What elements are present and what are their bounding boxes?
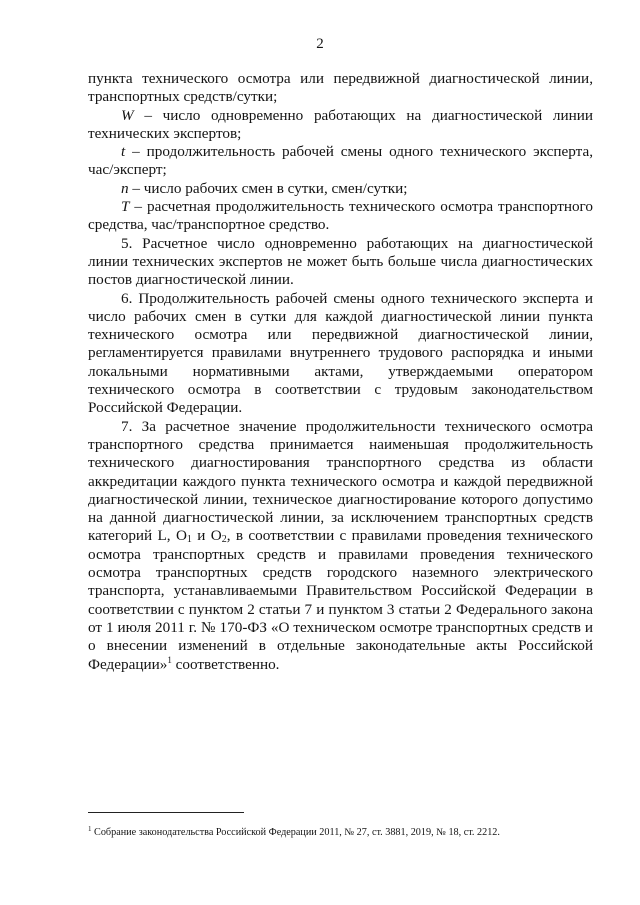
clause-text: 6. Продолжительность рабочей смены одного технического эксперта и число рабочих смен в сутки для каждой диагностической линии пункта технического осмотра или передвижной диагностической линии, регламентируется правилами внутреннего трудового распорядка и иными локальными нормативными актами, утверждаемыми оператором технического осмотра в соответствии с трудовым законодательством Российской Федерации.: [88, 289, 593, 417]
definition-t-lower: [88, 143, 593, 180]
clause-7: [88, 418, 593, 674]
definition-text: – число рабочих смен в сутки, смен/сутки;: [128, 179, 408, 197]
variable-t-lower: t: [121, 143, 126, 161]
clause-text: , в соответствии с правилами проведения технического осмотра транспортных средств и правилами проведения технического осмотра транспортных средств городского наземного электрического транспорта, устанавливаемыми Правительством Российской Федерации в соответствии с пунктом 2 статьи 7 и пунктом 3 статьи 2 Федерального закона от 1 июля 2011 г. № 170-ФЗ «О техническом осмотре транспортных средств и о внесении изменений в отдельные законодательные акты Российской Федерации»: [88, 527, 593, 673]
paragraph-continuation: [88, 70, 593, 107]
paragraph-text: пункта технического осмотра или передвижной диагностической линии, транспортных средств/сутки;: [88, 70, 593, 106]
clause-6: [88, 290, 593, 418]
clause-text: 7. За расчетное значение продолжительности технического осмотра транспортного средства принимается наименьшая продолжительность технического диагностирования транспортного средства из области аккредитации каждого пункта технического осмотра и каждой передвижной диагностической линии, техническое диагностирование которого допустимо на данной диагностической линии, за исключением транспортных средств категорий L, O: [88, 417, 593, 545]
clause-text: 5. Расчетное число одновременно работающих на диагностической линии технических экспертов не может быть больше числа диагностических постов диагностической линии.: [88, 234, 593, 289]
footnote-text: Собрание законодательства Российской Федерации 2011, № 27, ст. 3881, 2019, № 18, ст. 2212.: [91, 827, 500, 838]
subscript: 1: [186, 534, 192, 546]
body-text: [88, 70, 593, 674]
page-number: 2: [316, 36, 324, 52]
definition-t-upper: [88, 198, 593, 235]
variable-t-upper: T: [121, 198, 130, 216]
clause-text: соответственно.: [171, 655, 280, 673]
definition-text: – продолжительность рабочей смены одного технического эксперта, час/эксперт;: [88, 143, 593, 179]
footnote: [88, 827, 593, 839]
clause-text: и O: [191, 527, 222, 545]
variable-n: n: [121, 179, 129, 197]
subscript: 2: [221, 534, 227, 546]
variable-w: W: [121, 106, 134, 124]
definition-n: [88, 180, 593, 198]
footnote-marker: 1: [88, 825, 92, 833]
definition-text: – число одновременно работающих на диагностической линии технических экспертов;: [88, 106, 593, 142]
definition-text: – расчетная продолжительность технического осмотра транспортного средства, час/транспортное средство.: [88, 198, 593, 234]
definition-w: [88, 107, 593, 144]
footnote-divider: [88, 812, 244, 813]
footnote-reference: 1: [167, 654, 172, 665]
clause-5: [88, 235, 593, 290]
